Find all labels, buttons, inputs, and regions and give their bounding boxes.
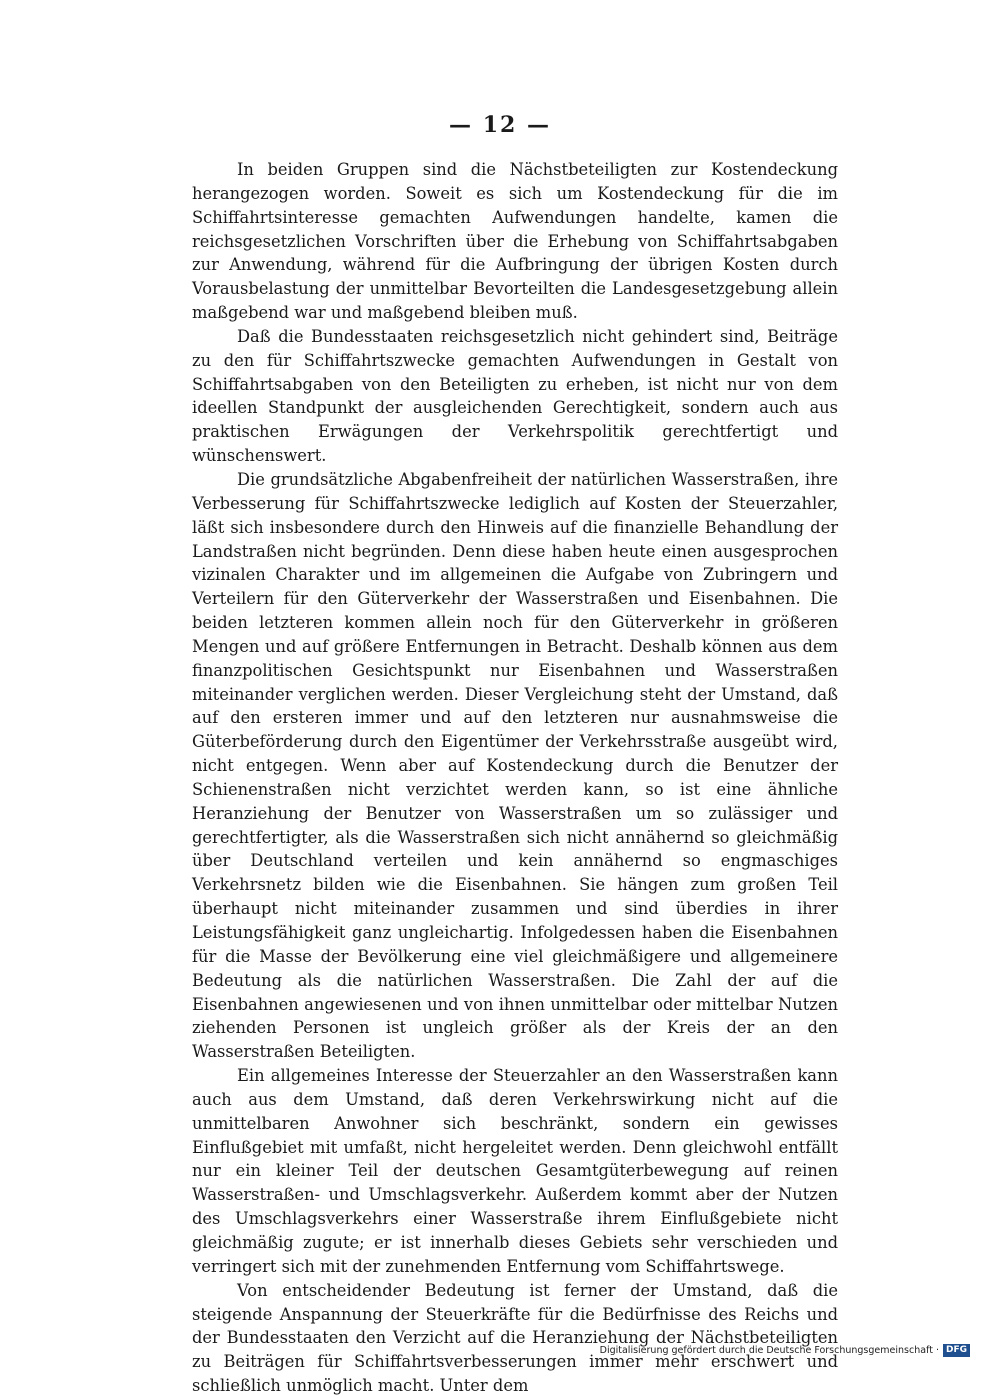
dfg-logo-icon: DFG (943, 1344, 970, 1357)
paragraph-4: Ein allgemeines Interesse der Steuerzahler an den Wasserstraßen kann auch aus dem Umstand, daß deren Verkehrswirkung nicht auf die unmittelbaren Anwohner sich beschränkt, sondern ein gewisses Einflußgebiet mit umfaßt, nicht hergeleitet werden. Denn gleichwohl entfällt nur ein kleiner Teil der deutschen Gesamtgüterbewegung auf reinen Wasserstraßen- und Umschlagsverkehr. Außerdem kommt aber der Nutzen des Umschlagsverkehrs einer Wasserstraße ihrem Einflußgebiete nicht gleichmäßig zugute; er ist innerhalb dieses Gebiets sehr verschieden und verringert sich mit der zunehmenden Entfernung vom Schiffahrtswege. (192, 1066, 838, 1276)
digitization-credit (600, 1344, 970, 1357)
paragraph-1: In beiden Gruppen sind die Nächstbeteiligten zur Kostendeckung herangezogen worden. Soweit es sich um Kostendeckung für die im Schiffahrtsinteresse gemachten Aufwendungen handelte, kamen die reichsgesetzlichen Vorschriften über die Erhebung von Schiffahrtsabgaben zur Anwendung, während für die Aufbringung der übrigen Kosten durch Vorausbelastung der unmittelbar Bevorteilten die Landesgesetzgebung allein maßgebend war und maßgebend bleiben muß. (192, 160, 838, 323)
paragraph-3: Die grundsätzliche Abgabenfreiheit der natürlichen Wasserstraßen, ihre Verbesserung für Schiffahrtszwecke lediglich auf Kosten der Steuerzahler, läßt sich insbesondere durch den Hinweis auf die finanzielle Behandlung der Landstraßen nicht begründen. Denn diese haben heute einen ausgesprochen vizinalen Charakter und im allgemeinen die Aufgabe von Zubringern und Verteilern für den Güterverkehr der Wasserstraßen und Eisenbahnen. Die beiden letzteren kommen allein noch für den Güterverkehr in größeren Mengen und auf größere Entfernungen in Betracht. Deshalb können aus dem finanzpolitischen Gesichtspunkt nur Eisenbahnen und Wasserstraßen miteinander verglichen werden. Dieser Vergleichung steht der Umstand, daß auf den ersteren immer und auf den letzteren nur ausnahmsweise die Güterbeförderung durch den Eigentümer der Verkehrsstraße ausgeübt wird, nicht entgegen. Wenn aber auf Kostendeckung durch die Benutzer der Schienenstraßen nicht verzichtet werden kann, so ist eine ähnliche Heranziehung der Benutzer von Wasserstraßen um so zulässiger und gerechtfertigter, als die Wasserstraßen sich nicht annähernd so gleichmäßig über Deutschland verteilen und kein annähernd so engmaschiges Verkehrsnetz bilden wie die Eisenbahnen. Sie hängen zum großen Teil überhaupt nicht miteinander zusammen und sind überdies in ihrer Leistungsfähigkeit ganz ungleichartig. Infolgedessen haben die Eisenbahnen für die Masse der Bevölkerung eine viel gleichmäßigere und allgemeinere Bedeutung als die natürlichen Wasserstraßen. Die Zahl der auf die Eisenbahnen angewiesenen und von ihnen unmittelbar oder mittelbar Nutzen ziehenden Personen ist ungleich größer als der Kreis der an den Wasserstraßen Beteiligten. (192, 469, 838, 1062)
digitization-credit-text: Digitalisierung gefördert durch die Deutsche Forschungsgemeinschaft · (599, 1345, 939, 1356)
paragraph-2: Daß die Bundesstaaten reichsgesetzlich nicht gehindert sind, Beiträge zu den für Schiffahrtszwecke gemachten Aufwendungen in Gestalt von Schiffahrtsabgaben von den Beteiligten zu erheben, ist nicht nur von dem ideellen Standpunkt der ausgleichenden Gerechtigkeit, sondern auch aus praktischen Erwägungen der Verkehrspolitik gerechtfertigt und wünschenswert. (192, 326, 838, 466)
page-number: — 12 — (449, 112, 551, 138)
body-text (192, 158, 838, 1398)
paragraph-5: Von entscheidender Bedeutung ist ferner der Umstand, daß die steigende Anspannung der Steuerkräfte für die Bedürfnisse des Reichs und der Bundesstaaten den Verzicht auf die Heranziehung der Nächstbeteiligten zu Beiträgen für Schiffahrtsverbesserungen immer mehr erschwert und schließlich unmöglich macht. Unter dem (192, 1280, 838, 1396)
